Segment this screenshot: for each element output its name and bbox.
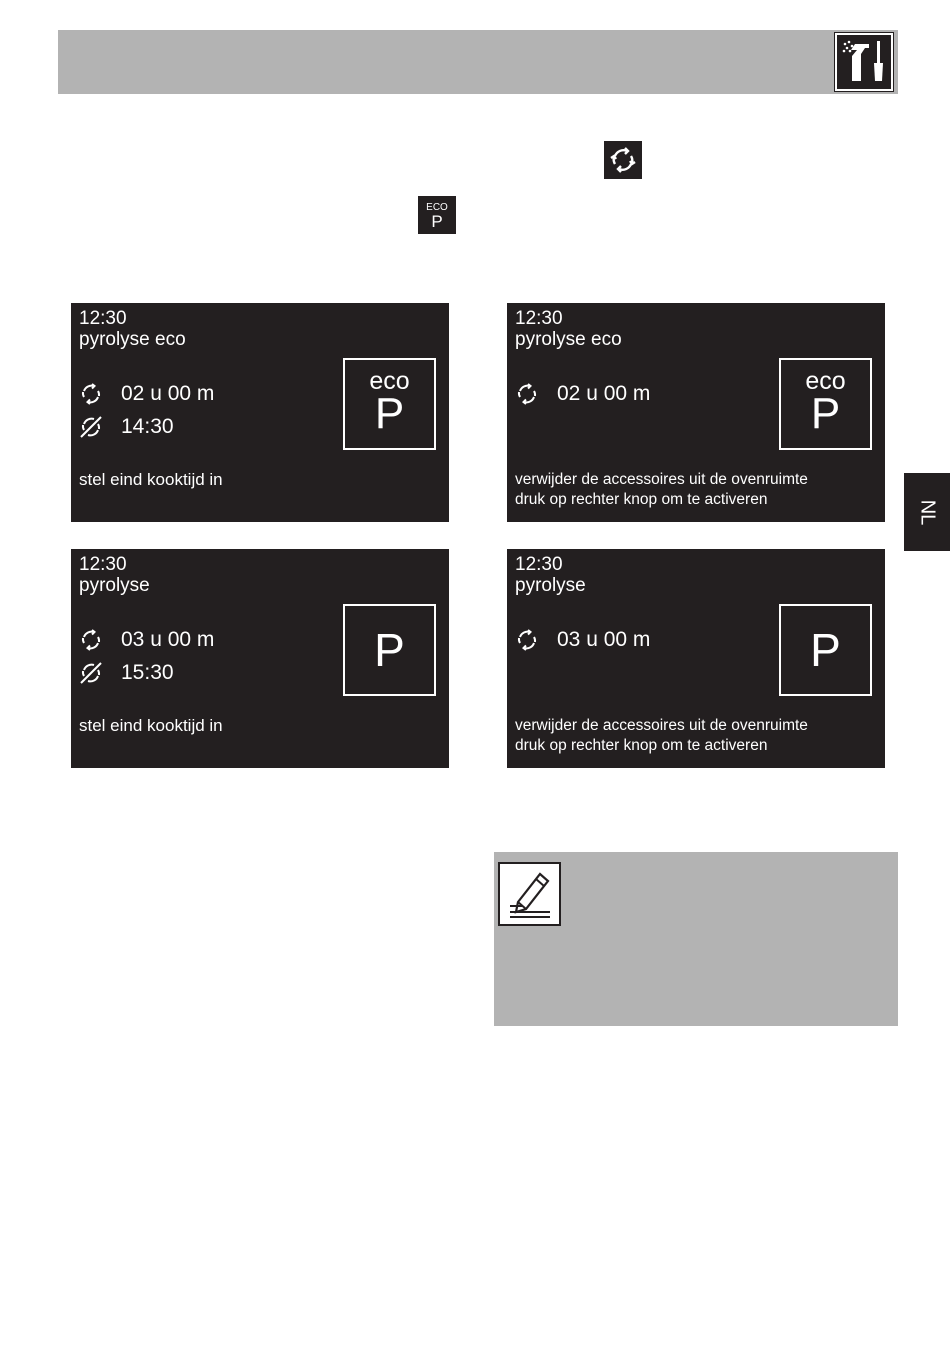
note-box <box>494 852 898 1026</box>
box-p-label: P <box>374 389 405 438</box>
end-time-row <box>79 413 174 441</box>
screen-message <box>515 470 808 510</box>
message-line-2: druk op rechter knop om te activeren <box>515 737 768 754</box>
message-line-1: verwijder de accessoires uit de ovenruimte <box>515 471 808 488</box>
clock-time: 12:30 <box>79 554 127 575</box>
clock-time: 12:30 <box>79 308 127 329</box>
end-time-value: 15:30 <box>121 661 174 684</box>
screen-message: stel eind kooktijd in <box>79 716 223 735</box>
duration-value: 03 u 00 m <box>121 628 215 651</box>
duration-row <box>515 380 650 408</box>
box-p-label: P <box>810 389 841 438</box>
duration-icon <box>79 382 103 406</box>
eco-icon-top-text: ECO <box>426 201 448 213</box>
duration-row <box>515 626 650 654</box>
duration-row <box>79 626 214 654</box>
language-tab <box>904 473 950 551</box>
screen-message: stel eind kooktijd in <box>79 470 223 489</box>
display-screen-set-end <box>71 549 449 768</box>
cleaning-icon <box>835 33 893 91</box>
end-time-value: 14:30 <box>121 415 174 438</box>
box-eco-label: eco <box>369 367 410 395</box>
display-screen-eco-confirm <box>507 303 885 522</box>
eco-icon-bottom-text: P <box>431 211 443 231</box>
end-time-row <box>79 659 174 687</box>
duration-row <box>79 380 214 408</box>
mode-label: pyrolyse <box>79 575 150 596</box>
page-header-bar <box>58 30 898 94</box>
duration-icon <box>515 382 539 406</box>
pyrolysis-eco-box <box>343 358 436 450</box>
box-p-label: P <box>810 624 841 676</box>
mode-label: pyrolyse <box>515 575 586 596</box>
duration-icon <box>515 628 539 652</box>
pyrolysis-box <box>779 604 872 696</box>
end-time-icon <box>79 415 103 439</box>
box-eco-label: eco <box>805 367 846 395</box>
box-p-label: P <box>374 624 405 676</box>
eco-pyrolysis-icon <box>418 196 456 234</box>
end-time-icon <box>79 661 103 685</box>
display-screen-eco-set-end <box>71 303 449 522</box>
rotate-arrows-icon <box>604 141 642 179</box>
language-label: NL <box>916 499 939 525</box>
pyrolysis-eco-box <box>779 358 872 450</box>
duration-value: 02 u 00 m <box>121 382 215 405</box>
duration-icon <box>79 628 103 652</box>
duration-value: 02 u 00 m <box>557 382 651 405</box>
screen-message <box>515 716 808 756</box>
display-screen-confirm <box>507 549 885 768</box>
pyrolysis-box <box>343 604 436 696</box>
clock-time: 12:30 <box>515 554 563 575</box>
message-line-1: verwijder de accessoires uit de ovenruimte <box>515 717 808 734</box>
clock-time: 12:30 <box>515 308 563 329</box>
message-line-2: druk op rechter knop om te activeren <box>515 491 768 508</box>
note-pencil-icon <box>498 862 561 926</box>
mode-label: pyrolyse eco <box>515 329 622 350</box>
mode-label: pyrolyse eco <box>79 329 186 350</box>
duration-value: 03 u 00 m <box>557 628 651 651</box>
